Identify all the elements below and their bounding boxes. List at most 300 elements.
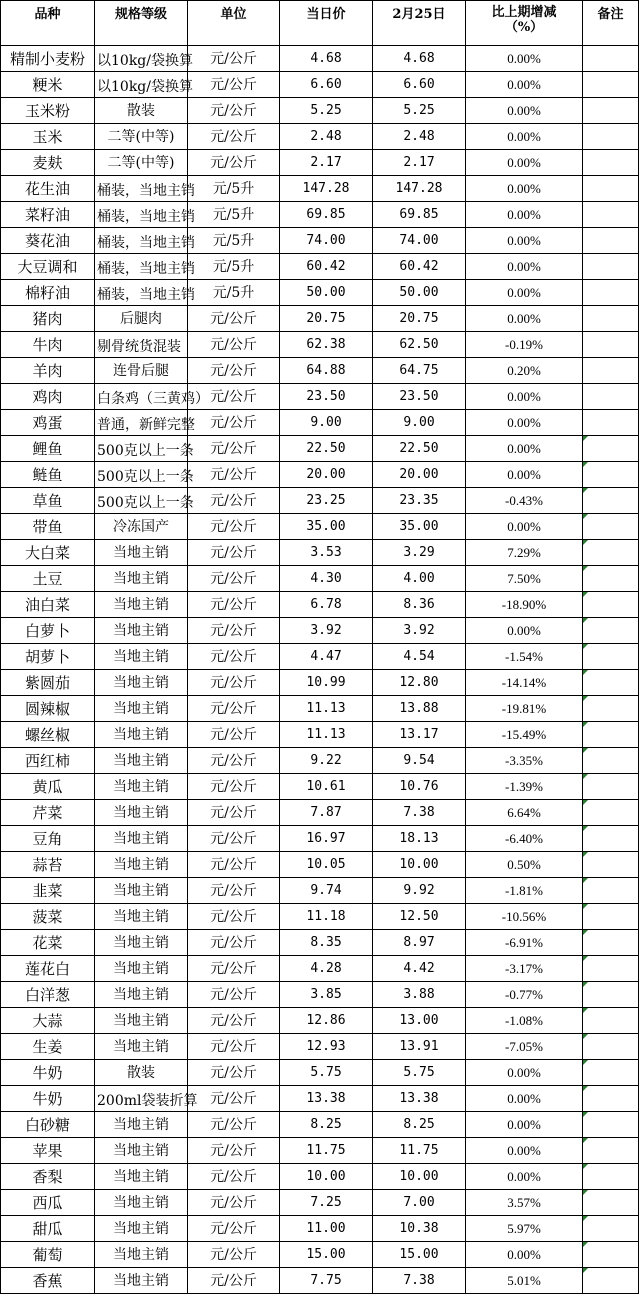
cell-name[interactable]: 苹果 bbox=[1, 1138, 95, 1164]
cell-today-price[interactable]: 60.42 bbox=[280, 254, 373, 280]
cell-name[interactable]: 香蕉 bbox=[1, 1268, 95, 1294]
cell-spec[interactable]: 当地主销 bbox=[95, 566, 188, 592]
cell-name[interactable]: 圆辣椒 bbox=[1, 696, 95, 722]
cell-prev-price[interactable]: 20.00 bbox=[373, 462, 466, 488]
cell-unit[interactable]: 元/公斤 bbox=[188, 1242, 280, 1268]
cell-unit[interactable]: 元/公斤 bbox=[188, 930, 280, 956]
cell-prev-price[interactable]: 12.50 bbox=[373, 904, 466, 930]
cell-unit[interactable]: 元/公斤 bbox=[188, 1268, 280, 1294]
cell-today-price[interactable]: 16.97 bbox=[280, 826, 373, 852]
cell-prev-price[interactable]: 3.88 bbox=[373, 982, 466, 1008]
cell-note[interactable] bbox=[583, 930, 639, 956]
cell-spec[interactable]: 当地主销 bbox=[95, 670, 188, 696]
cell-change[interactable]: -18.90% bbox=[466, 592, 583, 618]
cell-prev-price[interactable]: 8.36 bbox=[373, 592, 466, 618]
cell-name[interactable]: 大豆调和 bbox=[1, 254, 95, 280]
cell-today-price[interactable]: 69.85 bbox=[280, 202, 373, 228]
cell-change[interactable]: -7.05% bbox=[466, 1034, 583, 1060]
cell-note[interactable] bbox=[583, 670, 639, 696]
cell-change[interactable]: 0.50% bbox=[466, 852, 583, 878]
cell-name[interactable]: 白萝卜 bbox=[1, 618, 95, 644]
cell-change[interactable]: 0.00% bbox=[466, 176, 583, 202]
cell-today-price[interactable]: 3.92 bbox=[280, 618, 373, 644]
cell-note[interactable] bbox=[583, 1190, 639, 1216]
cell-note[interactable] bbox=[583, 956, 639, 982]
cell-spec[interactable]: 当地主销 bbox=[95, 644, 188, 670]
cell-change[interactable]: 0.00% bbox=[466, 1086, 583, 1112]
cell-change[interactable]: -0.77% bbox=[466, 982, 583, 1008]
cell-note[interactable] bbox=[583, 98, 639, 124]
header-spec[interactable]: 规格等级 bbox=[95, 1, 188, 46]
cell-name[interactable]: 粳米 bbox=[1, 72, 95, 98]
cell-prev-price[interactable]: 13.91 bbox=[373, 1034, 466, 1060]
cell-today-price[interactable]: 8.25 bbox=[280, 1112, 373, 1138]
cell-today-price[interactable]: 4.68 bbox=[280, 46, 373, 72]
cell-change[interactable]: 0.00% bbox=[466, 462, 583, 488]
cell-today-price[interactable]: 9.00 bbox=[280, 410, 373, 436]
cell-spec[interactable]: 当地主销 bbox=[95, 696, 188, 722]
cell-name[interactable]: 鲢鱼 bbox=[1, 462, 95, 488]
cell-unit[interactable]: 元/公斤 bbox=[188, 800, 280, 826]
cell-spec[interactable] bbox=[95, 46, 193, 72]
cell-name[interactable]: 鸡蛋 bbox=[1, 410, 95, 436]
cell-name[interactable]: 鲤鱼 bbox=[1, 436, 95, 462]
cell-spec[interactable]: 当地主销 bbox=[95, 956, 188, 982]
cell-spec[interactable] bbox=[95, 1086, 198, 1112]
cell-change[interactable]: 3.57% bbox=[466, 1190, 583, 1216]
cell-prev-price[interactable]: 23.50 bbox=[373, 384, 466, 410]
cell-prev-price[interactable]: 9.54 bbox=[373, 748, 466, 774]
cell-today-price[interactable]: 7.25 bbox=[280, 1190, 373, 1216]
cell-spec[interactable] bbox=[95, 202, 195, 228]
cell-unit[interactable]: 元/公斤 bbox=[188, 670, 280, 696]
cell-spec[interactable]: 当地主销 bbox=[95, 982, 188, 1008]
cell-spec[interactable]: 当地主销 bbox=[95, 592, 188, 618]
cell-name[interactable]: 牛奶 bbox=[1, 1060, 95, 1086]
cell-prev-price[interactable]: 8.25 bbox=[373, 1112, 466, 1138]
cell-note[interactable] bbox=[583, 332, 639, 358]
cell-note[interactable] bbox=[583, 254, 639, 280]
cell-unit[interactable]: 元/公斤 bbox=[188, 878, 280, 904]
cell-note[interactable] bbox=[583, 384, 639, 410]
cell-today-price[interactable]: 11.13 bbox=[280, 722, 373, 748]
cell-name[interactable]: 菠菜 bbox=[1, 904, 95, 930]
cell-unit[interactable]: 元/公斤 bbox=[188, 488, 280, 514]
cell-change[interactable]: 0.00% bbox=[466, 1242, 583, 1268]
cell-prev-price[interactable]: 4.00 bbox=[373, 566, 466, 592]
cell-change[interactable]: -15.49% bbox=[466, 722, 583, 748]
cell-change[interactable]: -10.56% bbox=[466, 904, 583, 930]
cell-unit[interactable]: 元/公斤 bbox=[188, 540, 280, 566]
cell-note[interactable] bbox=[583, 202, 639, 228]
cell-today-price[interactable]: 4.28 bbox=[280, 956, 373, 982]
cell-change[interactable]: 0.00% bbox=[466, 384, 583, 410]
cell-spec[interactable] bbox=[95, 410, 195, 436]
cell-change[interactable]: 0.20% bbox=[466, 358, 583, 384]
cell-change[interactable]: 0.00% bbox=[466, 202, 583, 228]
cell-spec[interactable]: 当地主销 bbox=[95, 852, 188, 878]
cell-name[interactable]: 带鱼 bbox=[1, 514, 95, 540]
cell-change[interactable]: 0.00% bbox=[466, 618, 583, 644]
cell-spec[interactable]: 当地主销 bbox=[95, 1242, 188, 1268]
cell-spec[interactable]: 当地主销 bbox=[95, 930, 188, 956]
cell-prev-price[interactable]: 10.00 bbox=[373, 1164, 466, 1190]
cell-name[interactable]: 甜瓜 bbox=[1, 1216, 95, 1242]
cell-spec[interactable]: 当地主销 bbox=[95, 1190, 188, 1216]
cell-unit[interactable]: 元/公斤 bbox=[188, 1086, 280, 1112]
cell-unit[interactable]: 元/公斤 bbox=[188, 826, 280, 852]
cell-spec[interactable] bbox=[95, 254, 195, 280]
cell-spec[interactable]: 散装 bbox=[95, 1060, 188, 1086]
cell-name[interactable]: 麦麸 bbox=[1, 150, 95, 176]
cell-unit[interactable]: 元/公斤 bbox=[188, 774, 280, 800]
cell-note[interactable] bbox=[583, 982, 639, 1008]
cell-note[interactable] bbox=[583, 774, 639, 800]
cell-note[interactable] bbox=[583, 124, 639, 150]
cell-unit[interactable]: 元/公斤 bbox=[188, 98, 280, 124]
cell-name[interactable]: 棉籽油 bbox=[1, 280, 95, 306]
cell-change[interactable]: 5.97% bbox=[466, 1216, 583, 1242]
cell-today-price[interactable]: 10.99 bbox=[280, 670, 373, 696]
cell-today-price[interactable]: 35.00 bbox=[280, 514, 373, 540]
cell-name[interactable]: 玉米 bbox=[1, 124, 95, 150]
cell-name[interactable]: 油白菜 bbox=[1, 592, 95, 618]
cell-change[interactable]: 0.00% bbox=[466, 124, 583, 150]
cell-name[interactable]: 羊肉 bbox=[1, 358, 95, 384]
cell-prev-price[interactable]: 7.38 bbox=[373, 1268, 466, 1294]
cell-note[interactable] bbox=[583, 540, 639, 566]
cell-change[interactable]: 0.00% bbox=[466, 306, 583, 332]
cell-note[interactable] bbox=[583, 1216, 639, 1242]
cell-name[interactable]: 花菜 bbox=[1, 930, 95, 956]
cell-today-price[interactable]: 11.18 bbox=[280, 904, 373, 930]
cell-spec[interactable]: 当地主销 bbox=[95, 618, 188, 644]
cell-unit[interactable]: 元/公斤 bbox=[188, 306, 280, 332]
cell-unit[interactable]: 元/公斤 bbox=[188, 514, 280, 540]
cell-note[interactable] bbox=[583, 1008, 639, 1034]
cell-prev-price[interactable]: 23.35 bbox=[373, 488, 466, 514]
cell-today-price[interactable]: 13.38 bbox=[280, 1086, 373, 1112]
cell-spec[interactable]: 二等(中等) bbox=[95, 150, 188, 176]
cell-spec[interactable]: 当地主销 bbox=[95, 904, 188, 930]
cell-note[interactable] bbox=[583, 566, 639, 592]
cell-spec[interactable]: 后腿肉 bbox=[95, 306, 188, 332]
cell-spec[interactable] bbox=[95, 462, 194, 488]
cell-today-price[interactable]: 3.85 bbox=[280, 982, 373, 1008]
cell-prev-price[interactable]: 7.38 bbox=[373, 800, 466, 826]
cell-name[interactable]: 芹菜 bbox=[1, 800, 95, 826]
cell-prev-price[interactable]: 2.48 bbox=[373, 124, 466, 150]
cell-prev-price[interactable]: 12.80 bbox=[373, 670, 466, 696]
cell-change[interactable]: -6.40% bbox=[466, 826, 583, 852]
cell-prev-price[interactable]: 11.75 bbox=[373, 1138, 466, 1164]
cell-prev-price[interactable]: 9.92 bbox=[373, 878, 466, 904]
cell-prev-price[interactable]: 13.17 bbox=[373, 722, 466, 748]
cell-unit[interactable]: 元/公斤 bbox=[188, 956, 280, 982]
cell-prev-price[interactable]: 3.29 bbox=[373, 540, 466, 566]
cell-today-price[interactable]: 11.00 bbox=[280, 1216, 373, 1242]
cell-unit[interactable]: 元/5升 bbox=[188, 254, 280, 280]
cell-unit[interactable]: 元/公斤 bbox=[188, 72, 280, 98]
cell-change[interactable]: -6.91% bbox=[466, 930, 583, 956]
cell-change[interactable]: 0.00% bbox=[466, 436, 583, 462]
cell-note[interactable] bbox=[583, 176, 639, 202]
cell-unit[interactable]: 元/5升 bbox=[188, 228, 280, 254]
cell-today-price[interactable]: 9.22 bbox=[280, 748, 373, 774]
cell-today-price[interactable]: 15.00 bbox=[280, 1242, 373, 1268]
cell-change[interactable]: -1.81% bbox=[466, 878, 583, 904]
cell-prev-price[interactable]: 35.00 bbox=[373, 514, 466, 540]
cell-change[interactable]: -0.43% bbox=[466, 488, 583, 514]
cell-note[interactable] bbox=[583, 228, 639, 254]
cell-unit[interactable]: 元/公斤 bbox=[188, 852, 280, 878]
cell-today-price[interactable]: 5.75 bbox=[280, 1060, 373, 1086]
cell-name[interactable]: 大白菜 bbox=[1, 540, 95, 566]
cell-change[interactable]: 0.00% bbox=[466, 46, 583, 72]
cell-prev-price[interactable]: 13.38 bbox=[373, 1086, 466, 1112]
cell-note[interactable] bbox=[583, 592, 639, 618]
cell-prev-price[interactable]: 22.50 bbox=[373, 436, 466, 462]
cell-prev-price[interactable]: 13.88 bbox=[373, 696, 466, 722]
cell-prev-price[interactable]: 69.85 bbox=[373, 202, 466, 228]
cell-today-price[interactable]: 2.17 bbox=[280, 150, 373, 176]
cell-note[interactable] bbox=[583, 826, 639, 852]
cell-unit[interactable]: 元/公斤 bbox=[188, 462, 280, 488]
cell-change[interactable]: -19.81% bbox=[466, 696, 583, 722]
cell-change[interactable]: 0.00% bbox=[466, 410, 583, 436]
cell-unit[interactable]: 元/公斤 bbox=[188, 618, 280, 644]
cell-prev-price[interactable]: 18.13 bbox=[373, 826, 466, 852]
cell-spec[interactable]: 冷冻国产 bbox=[95, 514, 188, 540]
cell-spec[interactable]: 当地主销 bbox=[95, 878, 188, 904]
cell-note[interactable] bbox=[583, 800, 639, 826]
cell-prev-price[interactable]: 10.38 bbox=[373, 1216, 466, 1242]
cell-change[interactable]: 0.00% bbox=[466, 228, 583, 254]
cell-name[interactable]: 黄瓜 bbox=[1, 774, 95, 800]
cell-today-price[interactable]: 20.00 bbox=[280, 462, 373, 488]
cell-note[interactable] bbox=[583, 46, 639, 72]
cell-change[interactable]: 0.00% bbox=[466, 514, 583, 540]
cell-spec[interactable]: 当地主销 bbox=[95, 1268, 188, 1294]
cell-name[interactable]: 精制小麦粉 bbox=[1, 46, 95, 72]
cell-unit[interactable]: 元/公斤 bbox=[188, 904, 280, 930]
cell-today-price[interactable]: 6.60 bbox=[280, 72, 373, 98]
cell-spec[interactable]: 当地主销 bbox=[95, 748, 188, 774]
cell-spec[interactable]: 二等(中等) bbox=[95, 124, 188, 150]
cell-prev-price[interactable]: 74.00 bbox=[373, 228, 466, 254]
cell-today-price[interactable]: 74.00 bbox=[280, 228, 373, 254]
cell-spec[interactable]: 当地主销 bbox=[95, 1164, 188, 1190]
header-unit[interactable]: 单位 bbox=[188, 1, 280, 46]
cell-today-price[interactable]: 11.13 bbox=[280, 696, 373, 722]
cell-unit[interactable]: 元/5升 bbox=[188, 176, 280, 202]
cell-spec[interactable]: 当地主销 bbox=[95, 774, 188, 800]
cell-spec[interactable] bbox=[95, 332, 188, 358]
cell-today-price[interactable]: 5.25 bbox=[280, 98, 373, 124]
cell-name[interactable]: 胡萝卜 bbox=[1, 644, 95, 670]
cell-note[interactable] bbox=[583, 1138, 639, 1164]
cell-note[interactable] bbox=[583, 1268, 639, 1294]
cell-spec[interactable] bbox=[95, 436, 194, 462]
cell-change[interactable]: -3.35% bbox=[466, 748, 583, 774]
cell-today-price[interactable]: 7.75 bbox=[280, 1268, 373, 1294]
cell-unit[interactable]: 元/公斤 bbox=[188, 748, 280, 774]
cell-prev-price[interactable]: 15.00 bbox=[373, 1242, 466, 1268]
cell-name[interactable]: 香梨 bbox=[1, 1164, 95, 1190]
cell-spec[interactable] bbox=[95, 384, 209, 410]
cell-prev-price[interactable]: 8.97 bbox=[373, 930, 466, 956]
cell-spec[interactable] bbox=[95, 280, 195, 306]
cell-prev-price[interactable]: 7.00 bbox=[373, 1190, 466, 1216]
cell-spec[interactable] bbox=[95, 488, 194, 514]
cell-unit[interactable]: 元/公斤 bbox=[188, 982, 280, 1008]
cell-today-price[interactable]: 23.50 bbox=[280, 384, 373, 410]
cell-change[interactable]: 7.29% bbox=[466, 540, 583, 566]
cell-prev-price[interactable]: 9.00 bbox=[373, 410, 466, 436]
cell-note[interactable] bbox=[583, 514, 639, 540]
cell-unit[interactable]: 元/公斤 bbox=[188, 1112, 280, 1138]
cell-note[interactable] bbox=[583, 904, 639, 930]
cell-name[interactable]: 螺丝椒 bbox=[1, 722, 95, 748]
cell-spec[interactable]: 当地主销 bbox=[95, 1216, 188, 1242]
cell-today-price[interactable]: 23.25 bbox=[280, 488, 373, 514]
cell-spec[interactable]: 当地主销 bbox=[95, 1034, 188, 1060]
cell-today-price[interactable]: 147.28 bbox=[280, 176, 373, 202]
cell-note[interactable] bbox=[583, 358, 639, 384]
cell-change[interactable]: 0.00% bbox=[466, 1138, 583, 1164]
cell-note[interactable] bbox=[583, 618, 639, 644]
cell-prev-price[interactable]: 147.28 bbox=[373, 176, 466, 202]
cell-unit[interactable]: 元/公斤 bbox=[188, 1008, 280, 1034]
cell-note[interactable] bbox=[583, 1060, 639, 1086]
cell-note[interactable] bbox=[583, 722, 639, 748]
cell-change[interactable]: -1.54% bbox=[466, 644, 583, 670]
cell-name[interactable]: 鸡肉 bbox=[1, 384, 95, 410]
cell-name[interactable]: 西红柿 bbox=[1, 748, 95, 774]
cell-name[interactable]: 白洋葱 bbox=[1, 982, 95, 1008]
cell-name[interactable]: 花生油 bbox=[1, 176, 95, 202]
cell-today-price[interactable]: 3.53 bbox=[280, 540, 373, 566]
cell-prev-price[interactable]: 4.54 bbox=[373, 644, 466, 670]
cell-name[interactable]: 玉米粉 bbox=[1, 98, 95, 124]
cell-unit[interactable]: 元/公斤 bbox=[188, 150, 280, 176]
cell-name[interactable]: 土豆 bbox=[1, 566, 95, 592]
header-prev-price[interactable]: 2月25日 bbox=[373, 1, 466, 46]
cell-change[interactable]: 0.00% bbox=[466, 72, 583, 98]
cell-unit[interactable]: 元/公斤 bbox=[188, 592, 280, 618]
cell-unit[interactable]: 元/公斤 bbox=[188, 566, 280, 592]
cell-spec[interactable]: 当地主销 bbox=[95, 826, 188, 852]
cell-unit[interactable]: 元/公斤 bbox=[188, 358, 280, 384]
cell-prev-price[interactable]: 50.00 bbox=[373, 280, 466, 306]
cell-unit[interactable]: 元/5升 bbox=[188, 202, 280, 228]
cell-prev-price[interactable]: 5.25 bbox=[373, 98, 466, 124]
cell-unit[interactable]: 元/公斤 bbox=[188, 722, 280, 748]
cell-unit[interactable]: 元/公斤 bbox=[188, 124, 280, 150]
cell-prev-price[interactable]: 10.00 bbox=[373, 852, 466, 878]
cell-unit[interactable]: 元/公斤 bbox=[188, 1034, 280, 1060]
cell-note[interactable] bbox=[583, 852, 639, 878]
cell-note[interactable] bbox=[583, 1034, 639, 1060]
cell-today-price[interactable]: 64.88 bbox=[280, 358, 373, 384]
cell-unit[interactable]: 元/公斤 bbox=[188, 1060, 280, 1086]
cell-today-price[interactable]: 62.38 bbox=[280, 332, 373, 358]
cell-unit[interactable]: 元/公斤 bbox=[188, 1138, 280, 1164]
cell-change[interactable]: 0.00% bbox=[466, 1112, 583, 1138]
cell-prev-price[interactable]: 4.42 bbox=[373, 956, 466, 982]
cell-spec[interactable] bbox=[95, 72, 193, 98]
cell-change[interactable]: -14.14% bbox=[466, 670, 583, 696]
cell-note[interactable] bbox=[583, 488, 639, 514]
cell-note[interactable] bbox=[583, 696, 639, 722]
cell-change[interactable]: 5.01% bbox=[466, 1268, 583, 1294]
cell-note[interactable] bbox=[583, 280, 639, 306]
cell-today-price[interactable]: 12.86 bbox=[280, 1008, 373, 1034]
cell-note[interactable] bbox=[583, 462, 639, 488]
cell-spec[interactable]: 当地主销 bbox=[95, 1008, 188, 1034]
cell-spec[interactable]: 当地主销 bbox=[95, 540, 188, 566]
cell-name[interactable]: 生姜 bbox=[1, 1034, 95, 1060]
cell-change[interactable]: 0.00% bbox=[466, 1164, 583, 1190]
cell-spec[interactable]: 当地主销 bbox=[95, 722, 188, 748]
cell-unit[interactable]: 元/公斤 bbox=[188, 1164, 280, 1190]
cell-prev-price[interactable]: 20.75 bbox=[373, 306, 466, 332]
cell-note[interactable] bbox=[583, 644, 639, 670]
cell-note[interactable] bbox=[583, 878, 639, 904]
cell-unit[interactable]: 元/公斤 bbox=[188, 410, 280, 436]
cell-today-price[interactable]: 20.75 bbox=[280, 306, 373, 332]
cell-note[interactable] bbox=[583, 1086, 639, 1112]
cell-name[interactable]: 豆角 bbox=[1, 826, 95, 852]
cell-change[interactable]: 0.00% bbox=[466, 280, 583, 306]
cell-change[interactable]: -3.17% bbox=[466, 956, 583, 982]
cell-name[interactable]: 菜籽油 bbox=[1, 202, 95, 228]
cell-note[interactable] bbox=[583, 1242, 639, 1268]
cell-name[interactable]: 西瓜 bbox=[1, 1190, 95, 1216]
cell-unit[interactable]: 元/公斤 bbox=[188, 332, 280, 358]
cell-name[interactable]: 猪肉 bbox=[1, 306, 95, 332]
cell-today-price[interactable]: 6.78 bbox=[280, 592, 373, 618]
header-name[interactable]: 品种 bbox=[1, 1, 95, 46]
cell-today-price[interactable]: 22.50 bbox=[280, 436, 373, 462]
cell-spec[interactable]: 散装 bbox=[95, 98, 188, 124]
cell-today-price[interactable]: 10.61 bbox=[280, 774, 373, 800]
cell-change[interactable]: -1.08% bbox=[466, 1008, 583, 1034]
header-change[interactable] bbox=[466, 1, 583, 46]
cell-today-price[interactable]: 11.75 bbox=[280, 1138, 373, 1164]
cell-note[interactable] bbox=[583, 150, 639, 176]
cell-change[interactable]: -1.39% bbox=[466, 774, 583, 800]
cell-note[interactable] bbox=[583, 748, 639, 774]
cell-today-price[interactable]: 8.35 bbox=[280, 930, 373, 956]
cell-note[interactable] bbox=[583, 436, 639, 462]
cell-name[interactable]: 莲花白 bbox=[1, 956, 95, 982]
cell-note[interactable] bbox=[583, 306, 639, 332]
cell-prev-price[interactable]: 6.60 bbox=[373, 72, 466, 98]
cell-today-price[interactable]: 10.00 bbox=[280, 1164, 373, 1190]
cell-change[interactable]: 0.00% bbox=[466, 1060, 583, 1086]
cell-note[interactable] bbox=[583, 72, 639, 98]
cell-unit[interactable]: 元/公斤 bbox=[188, 46, 280, 72]
cell-name[interactable]: 白砂糖 bbox=[1, 1112, 95, 1138]
header-today-price[interactable]: 当日价 bbox=[280, 1, 373, 46]
cell-note[interactable] bbox=[583, 1164, 639, 1190]
cell-spec[interactable]: 当地主销 bbox=[95, 1112, 188, 1138]
cell-unit[interactable]: 元/公斤 bbox=[188, 1216, 280, 1242]
cell-today-price[interactable]: 7.87 bbox=[280, 800, 373, 826]
cell-unit[interactable]: 元/公斤 bbox=[188, 436, 280, 462]
cell-today-price[interactable]: 9.74 bbox=[280, 878, 373, 904]
